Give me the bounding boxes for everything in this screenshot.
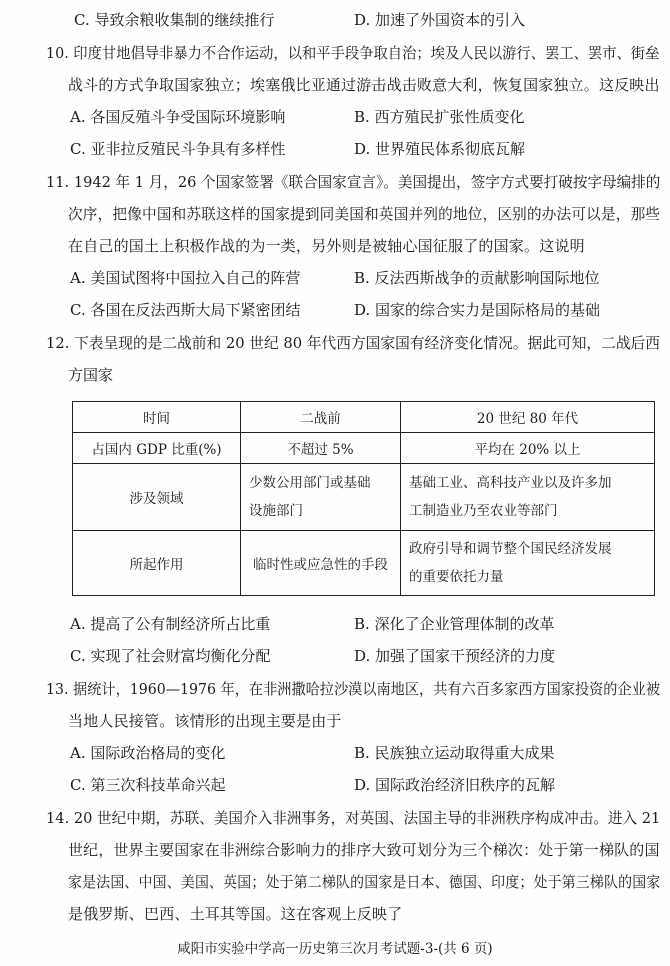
q11-option-c: C. 各国在反法西斯大局下紧密团结: [70, 301, 301, 319]
cell-prewar: 不超过 5%: [241, 433, 401, 464]
q14-stem-line-3: 家是法国、中国、美国、英国；处于第二梯队的国家是日本、德国、印度；处于第三梯队的国家: [68, 873, 661, 891]
q12-option-d: D. 加强了国家干预经济的力度: [354, 647, 556, 665]
q12-option-a: A. 提高了公有制经济所占比重: [70, 615, 271, 633]
q12-option-c: C. 实现了社会财富均衡化分配: [70, 647, 271, 665]
q10-option-b: B. 西方殖民扩张性质变化: [354, 108, 525, 126]
q13-stem-line-1: 13. 据统计，1960—1976 年，在非洲撒哈拉沙漠以南地区，共有六百多家西方国家投资的企业被: [46, 680, 661, 698]
page-footer: 咸阳市实验中学高一历史第三次月考试题-3-(共 6 页): [177, 941, 493, 957]
q12-option-b: B. 深化了企业管理体制的改革: [354, 615, 555, 633]
row-label: 所起作用: [73, 531, 241, 596]
q10-stem-line-1: 10. 印度甘地倡导非暴力不合作运动，以和平手段争取自治；埃及人民以游行、罢工、罢市、街垒: [46, 44, 660, 62]
q11-option-a: A. 美国试图将中国拉入自己的阵营: [70, 269, 301, 287]
q11-stem-line-3: 在自己的国土上积极作战的为一类，另外则是被轴心国征服了的国家。这说明: [68, 237, 585, 255]
q12-stem-line-1: 12. 下表呈现的是二战前和 20 世纪 80 年代西方国家国有经济变化情况。据此可知，二战后西: [46, 334, 660, 352]
cell-line: 基础工业、高科技产业以及许多加: [409, 475, 612, 491]
q13-stem-line-2: 当地人民接管。该情形的出现主要是由于: [68, 712, 342, 730]
q13-option-c: C. 第三次科技革命兴起: [70, 776, 226, 794]
cell-line: 政府引导和调节整个国民经济发展: [409, 541, 612, 557]
table-row: [73, 531, 655, 596]
cell-1980s: [401, 464, 655, 531]
q14-stem-line-4: 是俄罗斯、巴西、土耳其等国。这在客观上反映了: [68, 905, 403, 923]
cell-line: 设施部门: [249, 503, 303, 519]
table-row: [73, 433, 655, 464]
q14-stem-line-1: 14. 20 世纪中期，苏联、美国介入非洲事务，对英国、法国主导的非洲秩序构成冲击。进入 21: [46, 809, 661, 827]
cell-1980s: [401, 531, 655, 596]
table-row: [73, 464, 655, 531]
cell-prewar: 临时性或应急性的手段: [241, 531, 401, 596]
q9-option-c: C. 导致余粮收集制的继续推行: [74, 11, 275, 29]
q13-option-a: A. 国际政治格局的变化: [70, 744, 226, 762]
q10-option-d: D. 世界殖民体系彻底瓦解: [354, 140, 526, 158]
table-header-prewar: 二战前: [241, 402, 401, 433]
q13-option-b: B. 民族独立运动取得重大成果: [354, 744, 555, 762]
q10-stem-line-2: 战斗的方式争取国家独立；埃塞俄比亚通过游击战击败意大利，恢复国家独立。这反映出: [68, 76, 660, 94]
q13-option-d: D. 国际政治经济旧秩序的瓦解: [354, 776, 556, 794]
q11-stem-line-1: 11. 1942 年 1 月，26 个国家签署《联合国家宣言》。美国提出，签字方式要打破按字母编排的: [46, 173, 661, 191]
row-label: 涉及领域: [73, 464, 241, 531]
q11-stem-line-2: 次序，把像中国和苏联这样的国家提到同美国和英国并列的地位，区别的办法可以是，那些: [68, 205, 661, 223]
cell-prewar: [241, 464, 401, 531]
table-header-time: 时间: [73, 402, 241, 433]
cell-line: 少数公用部门或基础: [249, 475, 371, 491]
q10-option-a: A. 各国反殖斗争受国际环境影响: [70, 108, 286, 126]
q11-option-d: D. 国家的综合实力是国际格局的基础: [354, 301, 601, 319]
table-header-row: [73, 402, 655, 433]
q12-stem-line-2: 方国家: [68, 366, 114, 384]
table-header-1980s: 20 世纪 80 年代: [401, 402, 655, 433]
row-label: 占国内 GDP 比重(%): [73, 433, 241, 464]
q10-option-c: C. 亚非拉反殖民斗争具有多样性: [70, 140, 286, 158]
state-economy-table: [72, 401, 655, 596]
q14-stem-line-2: 世纪，世界主要国家在非洲综合影响力的排序大致可划分为三个梯次：处于第一梯队的国: [68, 841, 660, 859]
cell-line: 的重要依托力量: [409, 569, 504, 585]
q9-option-d: D. 加速了外国资本的引入: [354, 11, 526, 29]
cell-1980s: 平均在 20% 以上: [401, 433, 655, 464]
q11-option-b: B. 反法西斯战争的贡献影响国际地位: [354, 269, 600, 287]
cell-line: 工制造业乃至农业等部门: [409, 503, 558, 519]
